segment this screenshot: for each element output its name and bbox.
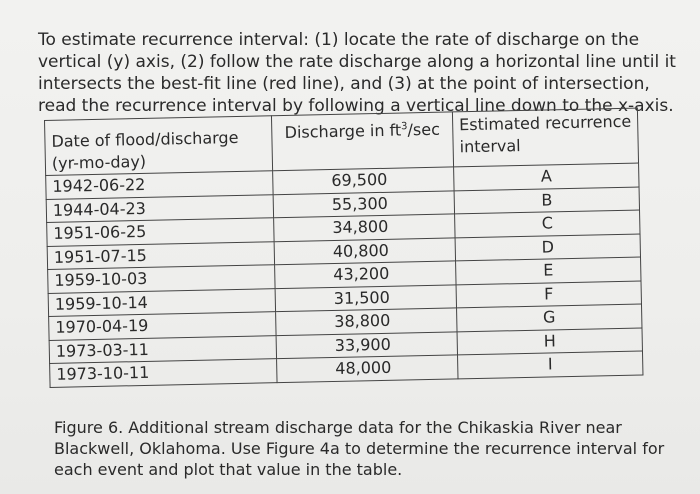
cell-discharge: 69,500 (273, 167, 454, 194)
header-date (45, 116, 273, 176)
cell-discharge: 55,300 (273, 190, 454, 217)
cell-date: 1951-06-25 (47, 218, 274, 246)
header-discharge-prefix: Discharge in ft (284, 120, 402, 142)
cell-discharge: 40,800 (274, 237, 455, 264)
cell-discharge: 34,800 (274, 214, 455, 241)
header-date-line1: Date of flood/discharge (51, 127, 239, 151)
cell-date: 1959-10-14 (48, 288, 275, 316)
cell-discharge: 48,000 (277, 355, 458, 382)
header-date-line2: (yr-mo-day) (51, 151, 147, 173)
cell-discharge: 43,200 (275, 261, 456, 288)
header-interval (452, 108, 638, 167)
header-discharge-suffix: /sec (407, 119, 441, 140)
cell-interval: B (454, 187, 640, 214)
cell-interval: H (457, 328, 643, 355)
cell-date: 1973-03-11 (49, 335, 276, 363)
cell-interval: G (457, 304, 643, 331)
cell-date: 1973-10-11 (50, 359, 277, 387)
header-interval-line2: interval (459, 136, 521, 157)
cell-date: 1951-07-15 (47, 241, 274, 269)
cell-date: 1942-06-22 (46, 171, 273, 199)
cell-discharge: 31,500 (275, 284, 456, 311)
header-discharge (271, 112, 453, 171)
figure-caption: Figure 6. Additional stream discharge data for the Chikaskia River near Blackwell, Oklahoma. Use Figure 4a to determine the recurrence interval for each event and plot that value in the table. (54, 418, 665, 479)
cell-date: 1959-10-03 (48, 265, 275, 293)
cell-date: 1970-04-19 (49, 312, 276, 340)
cell-interval: A (454, 163, 640, 190)
cell-interval: C (455, 210, 641, 237)
cell-discharge: 33,900 (276, 331, 457, 358)
cell-interval: F (456, 281, 642, 308)
cell-interval: E (456, 257, 642, 284)
header-discharge-sup: 3 (400, 121, 408, 133)
cell-date: 1944-04-23 (46, 194, 273, 222)
cell-interval: I (458, 351, 644, 378)
cell-interval: D (455, 234, 641, 261)
cell-discharge: 38,800 (276, 308, 457, 335)
discharge-table-container (44, 108, 644, 388)
discharge-table (44, 108, 644, 388)
instructions-text: To estimate recurrence interval: (1) locate the rate of discharge on the vertical (y) axis, (2) follow the rate discharge along a horizontal line until it intersects the best-fit line (red line), and (3) at the point of intersection, read the recurrence interval by following a vertical line down to the x-axis. (38, 30, 676, 116)
header-interval-line1: Estimated recurrence (458, 111, 632, 135)
